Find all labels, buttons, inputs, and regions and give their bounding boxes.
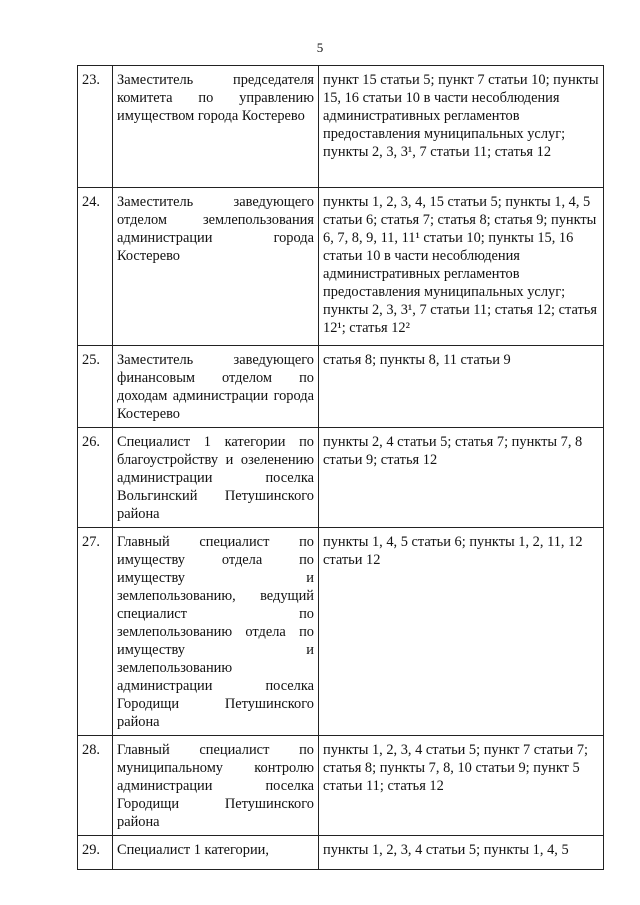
row-number: 24. <box>78 188 113 346</box>
table-row <box>78 346 604 428</box>
row-number: 23. <box>78 66 113 188</box>
articles-cell: пункты 1, 2, 3, 4 статьи 5; пункты 1, 4, 5 <box>319 836 604 870</box>
table-row <box>78 66 604 188</box>
position-cell: Специалист 1 категории, <box>113 836 319 870</box>
articles-cell: пункты 1, 4, 5 статьи 6; пункты 1, 2, 11, 12 статьи 12 <box>319 528 604 736</box>
articles-cell: пункты 1, 2, 3, 4 статьи 5; пункт 7 статьи 7; статья 8; пункты 7, 8, 10 статьи 9; пункт 5 статьи 11; статья 12 <box>319 736 604 836</box>
table-row <box>78 528 604 736</box>
articles-cell: статья 8; пункты 8, 11 статьи 9 <box>319 346 604 428</box>
position-cell: Заместитель заведующего финансовым отделом по доходам администрации города Костерево <box>113 346 319 428</box>
position-cell: Специалист 1 категории по благоустройству и озеленению администрации поселка Вольгинский Петушинского района <box>113 428 319 528</box>
row-number: 25. <box>78 346 113 428</box>
position-cell: Главный специалист по муниципальному контролю администрации поселка Городищи Петушинского района <box>113 736 319 836</box>
row-number: 27. <box>78 528 113 736</box>
row-number: 28. <box>78 736 113 836</box>
officials-table <box>77 65 604 870</box>
articles-cell: пункты 2, 4 статьи 5; статья 7; пункты 7, 8 статьи 9; статья 12 <box>319 428 604 528</box>
articles-cell: пункт 15 статьи 5; пункт 7 статьи 10; пункты 15, 16 статьи 10 в части несоблюдения административных регламентов предоставления муниципальных услуг; пункты 2, 3, 3¹, 7 статьи 11; статья 12 <box>319 66 604 188</box>
table-row <box>78 428 604 528</box>
articles-cell: пункты 1, 2, 3, 4, 15 статьи 5; пункты 1, 4, 5 статьи 6; статья 7; статья 8; статья 9; пункты 6, 7, 8, 9, 11, 11¹ статьи 10; пункты 15, 16 статьи 10 в части несоблюдения административных регламентов предоставления муниципальных услуг; пункты 2, 3, 3¹, 7 статьи 11; статья 12; статья 12¹; статья 12² <box>319 188 604 346</box>
page-number: 5 <box>316 40 324 55</box>
row-number: 29. <box>78 836 113 870</box>
table-row <box>78 836 604 870</box>
position-cell: Главный специалист по имуществу отдела по имуществу и землепользованию, ведущий специалист по землепользованию отдела по имуществу и землепользованию администрации поселка Городищи Петушинского района <box>113 528 319 736</box>
table-row <box>78 188 604 346</box>
row-number: 26. <box>78 428 113 528</box>
position-cell: Заместитель председателя комитета по управлению имуществом города Костерево <box>113 66 319 188</box>
table-row <box>78 736 604 836</box>
position-cell: Заместитель заведующего отделом землепользования администрации города Костерево <box>113 188 319 346</box>
